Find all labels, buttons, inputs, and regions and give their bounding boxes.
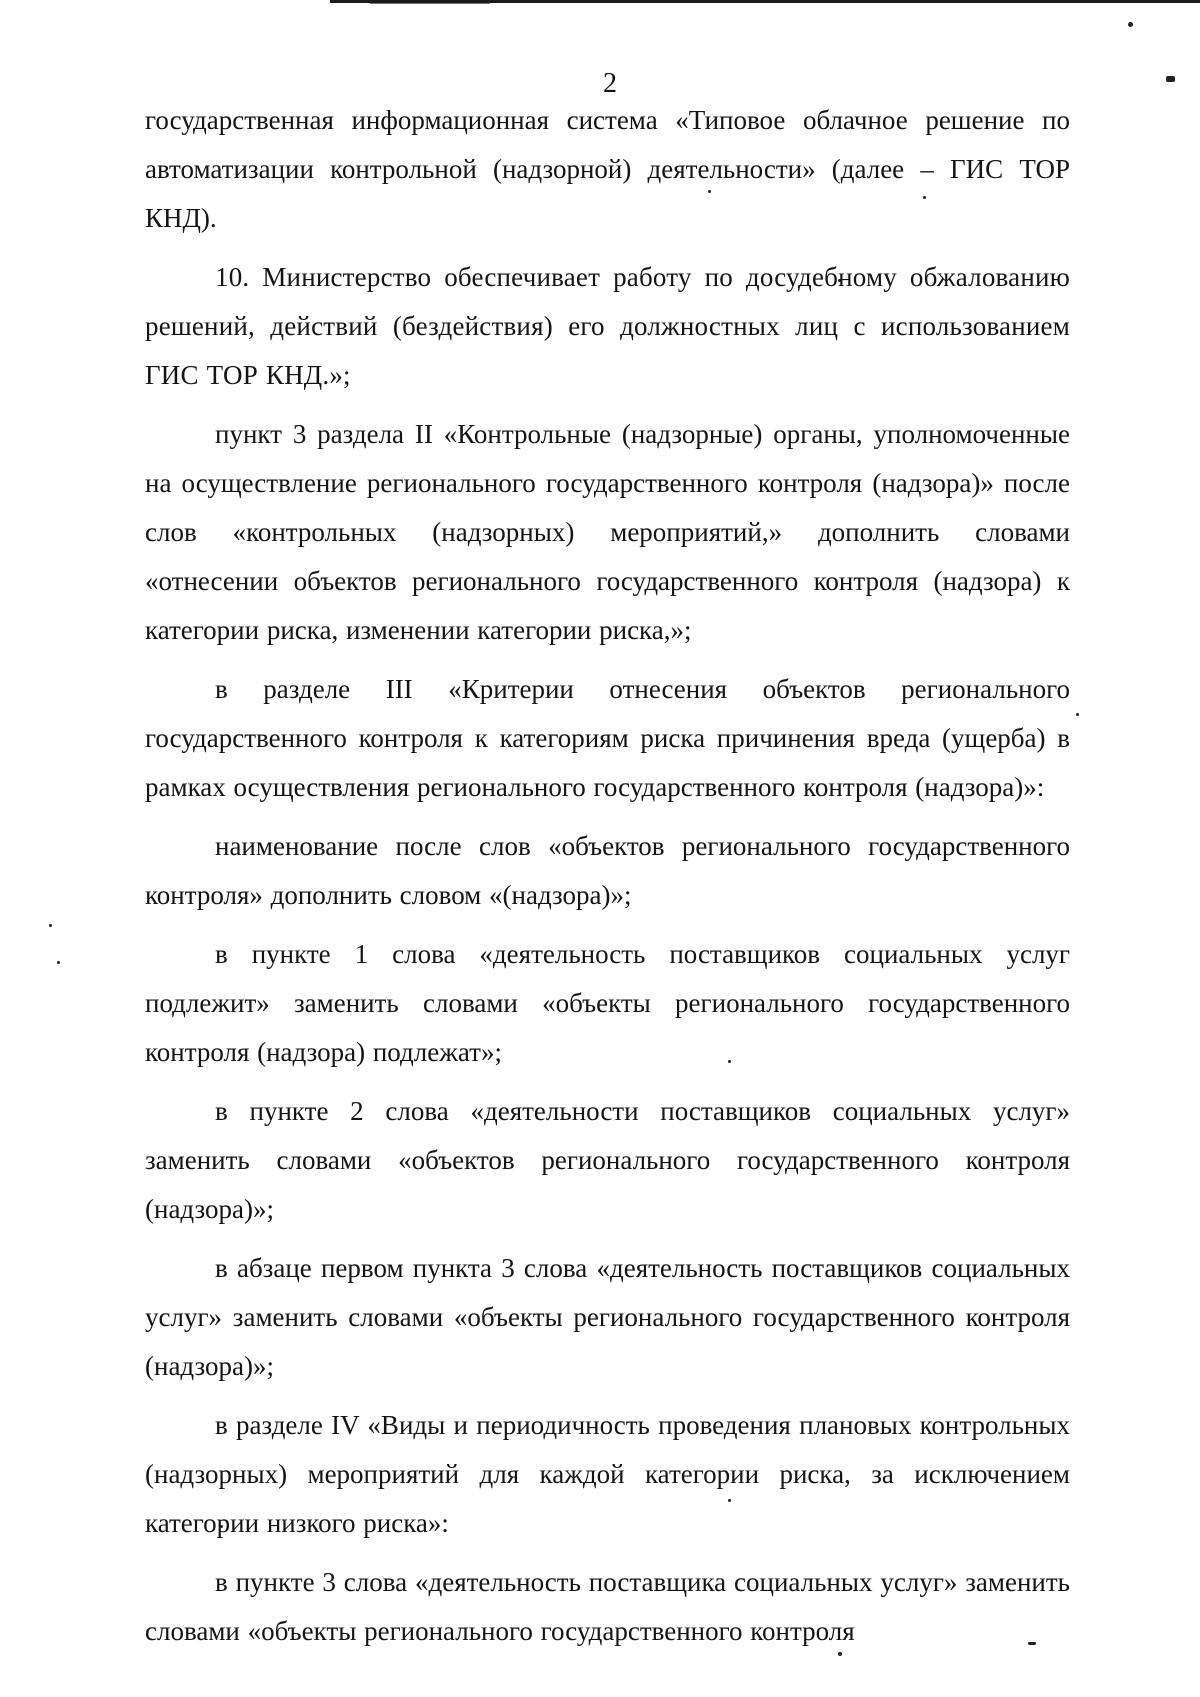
paragraph-section-ii-amendment: пункт 3 раздела II «Контрольные (надзорные) органы, уполномоченные на осуществление регионального государственного контроля (надзора)» после слов «контрольных (надзорных) мероприятий,» дополнить словами «отнесении объектов регионального государственного контроля (надзора) к категории риска, изменении категории риска,»;	[145, 419, 1070, 645]
scan-speck	[1076, 713, 1079, 716]
paragraph-section-title-amendment: наименование после слов «объектов регионального государственного контроля» дополнить словом «(надзора)»;	[145, 831, 1070, 910]
document-body	[145, 96, 1070, 1666]
scan-speck	[1166, 76, 1175, 82]
paragraph-item-10: 10. Министерство обеспечивает работу по досудебному обжалованию решений, действий (бездействия) его должностных лиц с использованием ГИС ТОР КНД.»;	[145, 262, 1070, 390]
paragraph-point-3-amendment: в пункте 3 слова «деятельность поставщика социальных услуг» заменить словами «объекты регионального государственного контроля	[145, 1567, 1070, 1646]
paragraph-point-1-amendment: в пункте 1 слова «деятельность поставщиков социальных услуг подлежит» заменить словами «объекты регионального государственного контроля (надзора) подлежат»;	[145, 939, 1070, 1067]
paragraph-point-3-first-amendment: в абзаце первом пункта 3 слова «деятельность поставщиков социальных услуг» заменить словами «объекты регионального государственного контроля (надзора)»;	[145, 1253, 1070, 1381]
scan-speck	[57, 961, 60, 964]
scan-top-border	[330, 0, 1200, 3]
paragraph-continuation: государственная информационная система «Типовое облачное решение по автоматизации контрольной (надзорной) деятельности» (далее – ГИС ТОР КНД).	[145, 105, 1070, 233]
scan-speck	[49, 924, 52, 927]
page-number: 2	[603, 68, 617, 99]
scan-speck	[1128, 22, 1133, 27]
paragraph-section-iv-heading: в разделе IV «Виды и периодичность проведения плановых контрольных (надзорных) мероприятий для каждой категории риска, за исключением категории низкого риска»:	[145, 1410, 1070, 1538]
paragraph-point-2-amendment: в пункте 2 слова «деятельности поставщиков социальных услуг» заменить словами «объектов регионального государственного контроля (надзора)»;	[145, 1096, 1070, 1224]
paragraph-section-iii-heading: в разделе III «Критерии отнесения объектов регионального государственного контроля к категориям риска причинения вреда (ущерба) в рамках осуществления регионального государственного контроля (надзора)»:	[145, 674, 1070, 802]
